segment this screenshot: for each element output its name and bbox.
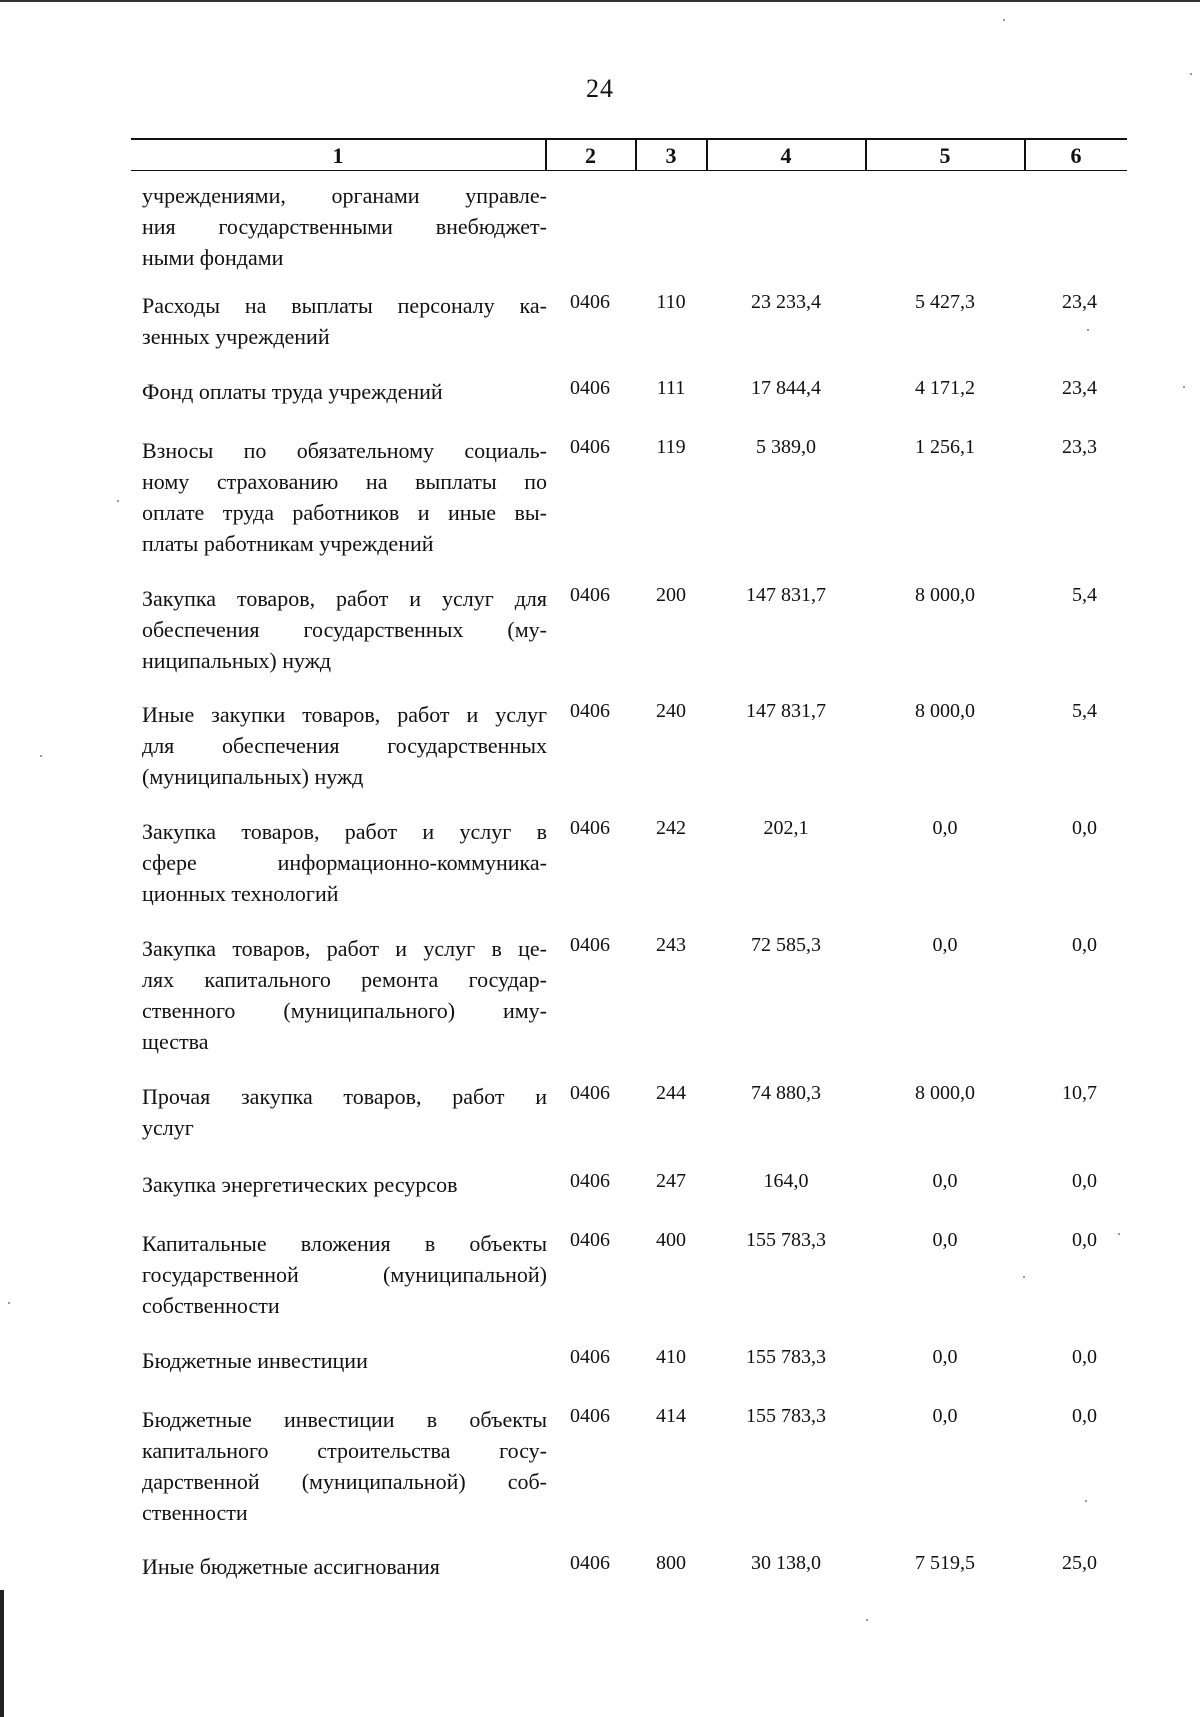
- scan-speck: [40, 755, 42, 757]
- row-description: [142, 1081, 547, 1143]
- cell-expense-type: 242: [656, 817, 686, 839]
- description-line: ственного (муниципального) иму-: [142, 998, 547, 1023]
- cell-section-code: 0406: [570, 1082, 610, 1104]
- row-description: [142, 1551, 547, 1582]
- row-description: [142, 933, 547, 1057]
- cell-section-code: 0406: [570, 934, 610, 956]
- cell-expense-type: 243: [656, 934, 686, 956]
- cell-percent-value: 5,4: [1072, 700, 1097, 722]
- cell-plan-amount: 17 844,4: [751, 377, 821, 399]
- description-line: ния государственными внебюджет-: [142, 214, 547, 239]
- description-line: Закупка товаров, работ и услуг в: [142, 819, 547, 844]
- cell-section-code: 0406: [570, 700, 610, 722]
- cell-section-code: 0406: [570, 436, 610, 458]
- cell-section-code: 0406: [570, 1346, 610, 1368]
- description-line: сфере информационно-коммуника-: [142, 850, 547, 875]
- cell-section-code: 0406: [570, 1229, 610, 1251]
- description-line: зенных учреждений: [142, 324, 330, 349]
- description-line: Прочая закупка товаров, работ и: [142, 1084, 547, 1109]
- cell-plan-amount: 5 389,0: [756, 436, 816, 458]
- scan-speck: [1085, 1500, 1087, 1502]
- cell-expense-type: 200: [656, 584, 686, 606]
- row-description: [142, 1345, 547, 1376]
- cell-actual-amount: 0,0: [932, 1346, 958, 1368]
- cell-actual-amount: 8 000,0: [915, 700, 975, 722]
- cell-actual-amount: 4 171,2: [915, 377, 975, 399]
- description-line: ными фондами: [142, 245, 284, 270]
- scan-speck: [1183, 386, 1185, 388]
- cell-section-code: 0406: [570, 1170, 610, 1192]
- column-header-3: 3: [665, 143, 677, 168]
- description-line: Иные закупки товаров, работ и услуг: [142, 702, 547, 727]
- cell-percent-value: 10,7: [1062, 1082, 1097, 1104]
- description-line: Взносы по обязательному социаль-: [142, 438, 547, 463]
- cell-percent-value: 0,0: [1072, 1229, 1097, 1251]
- description-line: Фонд оплаты труда учреждений: [142, 379, 443, 404]
- cell-percent: [1024, 1342, 1126, 1373]
- cell-plan-amount: 155 783,3: [746, 1346, 826, 1368]
- cell-plan-amount: 74 880,3: [751, 1082, 821, 1104]
- cell-percent: [1024, 1548, 1126, 1579]
- description-line: капитального строительства госу-: [142, 1438, 547, 1463]
- column-header-5: 5: [939, 143, 951, 168]
- description-line: лях капитального ремонта государ-: [142, 967, 547, 992]
- cell-expense-type: 400: [656, 1229, 686, 1251]
- scan-speck: [1190, 73, 1192, 75]
- cell-percent: [1024, 930, 1126, 961]
- row-description: [142, 583, 547, 676]
- description-line: для обеспечения государственных: [142, 733, 547, 758]
- cell-actual-amount: 0,0: [932, 817, 958, 839]
- cell-expense-type: 119: [656, 436, 686, 458]
- cell-actual-amount: 0,0: [932, 1170, 958, 1192]
- cell-expense-type: 240: [656, 700, 686, 722]
- cell-plan-amount: 164,0: [763, 1170, 809, 1192]
- description-line: собственности: [142, 1293, 280, 1318]
- cell-actual-amount: 7 519,5: [915, 1552, 975, 1574]
- row-description: [142, 1228, 547, 1321]
- description-line: Бюджетные инвестиции: [142, 1348, 368, 1373]
- scan-speck: [1118, 1233, 1120, 1235]
- budget-table: [131, 138, 1127, 171]
- cell-percent-value: 0,0: [1072, 817, 1097, 839]
- cell-percent-value: 23,4: [1062, 377, 1097, 399]
- scan-speck: [1003, 19, 1005, 21]
- cell-expense-type: 244: [656, 1082, 686, 1104]
- cell-percent-value: 0,0: [1072, 1346, 1097, 1368]
- cell-plan-amount: 30 138,0: [751, 1552, 821, 1574]
- cell-percent: [1024, 1078, 1126, 1109]
- row-description: [142, 1169, 547, 1200]
- cell-percent-value: 23,4: [1062, 291, 1097, 313]
- description-line: платы работникам учреждений: [142, 531, 434, 556]
- cell-plan-amount: 72 585,3: [751, 934, 821, 956]
- cell-actual-amount: 0,0: [932, 1405, 958, 1427]
- cell-expense-type: 110: [656, 291, 686, 313]
- cell-percent: [1024, 696, 1126, 727]
- cell-percent: [1024, 813, 1126, 844]
- row-description: [142, 376, 547, 407]
- description-line: Закупка товаров, работ и услуг для: [142, 586, 547, 611]
- cell-actual-amount: 1 256,1: [915, 436, 975, 458]
- cell-percent: [1024, 1225, 1126, 1256]
- description-line: государственной (муниципальной): [142, 1262, 547, 1287]
- cell-percent: [1024, 432, 1126, 463]
- cell-section-code: 0406: [570, 817, 610, 839]
- column-header-6: 6: [1070, 143, 1082, 168]
- cell-plan-amount: 23 233,4: [751, 291, 821, 313]
- description-line: Капитальные вложения в объекты: [142, 1231, 547, 1256]
- cell-percent: [1024, 580, 1126, 611]
- cell-expense-type: 111: [656, 377, 686, 399]
- description-line: ниципальных) нужд: [142, 648, 332, 673]
- column-header-1: 1: [332, 143, 344, 168]
- column-header-2: 2: [585, 143, 596, 168]
- scan-speck: [117, 500, 119, 502]
- cell-expense-type: 414: [656, 1405, 686, 1427]
- cell-actual-amount: 8 000,0: [915, 1082, 975, 1104]
- cell-plan-amount: 155 783,3: [746, 1405, 826, 1427]
- description-line: Бюджетные инвестиции в объекты: [142, 1407, 547, 1432]
- cell-percent: [1024, 1166, 1126, 1197]
- cell-section-code: 0406: [570, 584, 610, 606]
- row-description: [142, 1404, 547, 1528]
- cell-percent-value: 0,0: [1072, 1170, 1097, 1192]
- cell-expense-type: 410: [656, 1346, 686, 1368]
- description-line: дарственной (муниципальной) соб-: [142, 1469, 547, 1494]
- cell-plan-amount: 147 831,7: [746, 700, 826, 722]
- description-line: (муниципальных) нужд: [142, 764, 364, 789]
- description-line: ному страхованию на выплаты по: [142, 469, 547, 494]
- row-description: [142, 816, 547, 909]
- description-line: услуг: [142, 1115, 194, 1140]
- cell-percent: [1024, 1401, 1126, 1432]
- cell-percent-value: 0,0: [1072, 1405, 1097, 1427]
- scan-speck: [8, 1302, 10, 1304]
- cell-expense-type: 247: [656, 1170, 686, 1192]
- cell-expense-type: 800: [656, 1552, 686, 1574]
- cell-plan-amount: 147 831,7: [746, 584, 826, 606]
- scan-edge-top: [0, 0, 1200, 2]
- row-description: [142, 180, 547, 273]
- description-line: Закупка товаров, работ и услуг в це-: [142, 936, 547, 961]
- description-line: Иные бюджетные ассигнования: [142, 1554, 440, 1579]
- cell-percent-value: 25,0: [1062, 1552, 1097, 1574]
- scan-speck: [866, 1619, 868, 1621]
- cell-percent: [1024, 177, 1126, 208]
- column-header-4: 4: [780, 143, 792, 168]
- cell-percent: [1024, 373, 1126, 404]
- scan-speck: [1087, 329, 1089, 331]
- cell-actual-amount: 5 427,3: [915, 291, 975, 313]
- description-line: ственности: [142, 1500, 248, 1525]
- cell-percent-value: 0,0: [1072, 934, 1097, 956]
- cell-actual-amount: 0,0: [932, 1229, 958, 1251]
- cell-percent-value: 23,3: [1062, 436, 1097, 458]
- description-line: Расходы на выплаты персоналу ка-: [142, 293, 547, 318]
- row-description: [142, 699, 547, 792]
- cell-plan-amount: 202,1: [763, 817, 809, 839]
- description-line: Закупка энергетических ресурсов: [142, 1172, 458, 1197]
- description-line: учреждениями, органами управле-: [142, 183, 547, 208]
- cell-section-code: 0406: [570, 1405, 610, 1427]
- description-line: обеспечения государственных (му-: [142, 617, 547, 642]
- cell-percent: [1024, 287, 1126, 318]
- description-line: ционных технологий: [142, 881, 339, 906]
- cell-plan-amount: 155 783,3: [746, 1229, 826, 1251]
- row-description: [142, 435, 547, 559]
- cell-actual-amount: 8 000,0: [915, 584, 975, 606]
- page-number: 24: [586, 74, 614, 103]
- scan-speck: [1023, 1276, 1025, 1278]
- row-description: [142, 290, 547, 352]
- cell-section-code: 0406: [570, 1552, 610, 1574]
- cell-percent-value: 5,4: [1072, 584, 1097, 606]
- description-line: оплате труда работников и иные вы-: [142, 500, 547, 525]
- cell-actual-amount: 0,0: [932, 934, 958, 956]
- scan-edge-left: [0, 1590, 4, 1717]
- table-header: [131, 138, 1127, 171]
- cell-section-code: 0406: [570, 377, 610, 399]
- cell-section-code: 0406: [570, 291, 610, 313]
- description-line: щества: [142, 1029, 209, 1054]
